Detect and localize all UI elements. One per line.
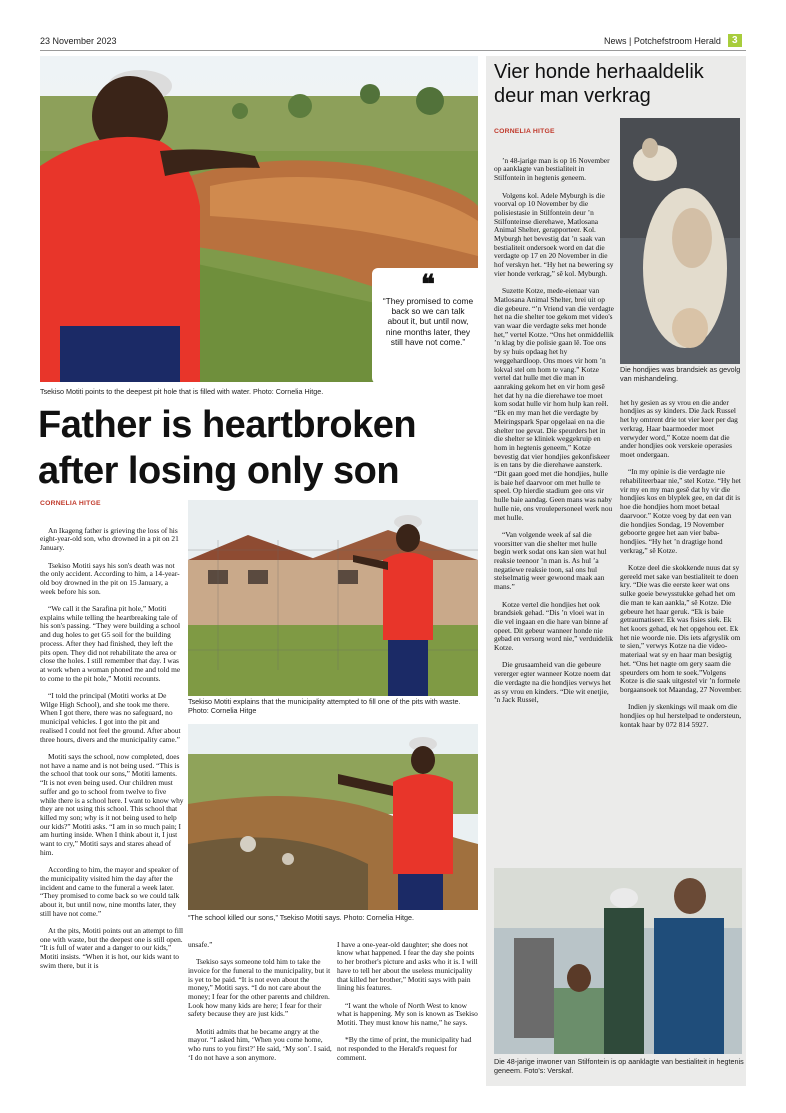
paragraph: Motiti says the school, now completed, does not have a name and is not being used. “This is the school that took our sons,” Motiti laments. “It is not even being used. Our children must suffer and go to school from twelve to five while there is a school here. I want to know why they are not using this school. This school that killed my son; why is it not being used to help our kids?” Motiti asks. “I am in so much pain; I am hurting inside. When I think about it, I just want to cry,” Motiti says and stares ahead of him.: [40, 751, 184, 857]
paragraph: Die grusaamheid van die gebeure vererger egter wanneer Kotze noem dat die verdagte na die hondjies verwys het as sy vrou en kinders. “Die wit enetjie, ’n Jack Russel,: [494, 660, 611, 705]
photo-pit-caption: Tsekiso Motiti points to the deepest pit hole that is filled with water. Photo: Cornelia Hitge.: [40, 387, 324, 396]
sidebar-headline: Vier honde herhaaldelik deur man verkrag: [494, 61, 704, 107]
sidebar-column-a: [494, 148, 614, 714]
sidebar-column-b: [620, 390, 742, 738]
main-column-2: [188, 932, 332, 1071]
paragraph: An Ikageng father is grieving the loss of his eight-year-old son, who drowned in a pit on 21 January.: [40, 525, 179, 553]
photo-arrest: [494, 868, 742, 1054]
paragraph: “In my opinie is die verdagte nie rehabiliteerbaar nie,” stel Kotze. “Hy het vir my en my man gesê dat hy vir die hondjies kos en blyplek gee, en dat dit is hoe die hondjies hom moet betaal daarvoor.” Kotze voeg by dat een van die hondjies Sondag, 19 November geboorte gegee het aan vier baba-hondjies. “Hy het ’n dragtige hond verkrag,” sê Kotze.: [620, 467, 741, 555]
section-title: News | Potchefstroom Herald: [604, 36, 721, 46]
paragraph: “Van volgende week af sal die voorsitter van die shelter met hulle begin werk sodat ons kan sien wat hul reaksie teenoor ’n man is. As hul ’a negatiewe reaksie toon, sal ons hul stelselmatig weer gewoond maak aan mans.”: [494, 529, 607, 592]
main-column-1: [40, 518, 184, 979]
photo-dog: [620, 118, 740, 364]
paragraph: Motiti admits that he became angry at the mayor. “I asked him, ‘When you come home, who runs to you first?’ He said, ‘My son’. I said, ‘I do not have a son anymore.: [188, 1026, 332, 1062]
paragraph: “I want the whole of North West to know what is happening. My son is known as Tsekiso Motiti. They must know his name,” he says.: [337, 1000, 478, 1028]
paragraph: According to him, the mayor and speaker of the municipality visited him the day after the incident and came to the funeral a week later. “They promised to come back so we could talk about it, but until now, nine months later, they still have not come.”: [40, 865, 180, 918]
paragraph: “We call it the Sarafina pit hole,” Motiti explains while telling the heartbreaking tale of his son's passing. “They were building a school and dug holes to get G5 soil for the building process. After they had finished, they left the pits open. They did not rehabilitate the area or close the holes. I still remember that day. I was at work when a woman phoned me and told me to come to the pit hole,” Motiti recounts.: [40, 604, 181, 683]
photo-killed-sons-caption: “The school killed our sons,” Tsekiso Motiti says. Photo: Cornelia Hitge.: [188, 913, 414, 922]
paragraph: Tsekiso says someone told him to take the invoice for the funeral to the municipality, but it is yet to be paid. “It is not even about the money,” Motiti says. “I do not care about the money; I fear for the other parents and children. Look how many kids are here; I fear for their safety because they are just kids.”: [188, 957, 331, 1019]
quote-mark-icon: ❝: [421, 269, 435, 299]
photo-school-fence: [188, 500, 478, 696]
paragraph: At the pits, Motiti points out an attempt to fill one with waste, but the deepest one is still open. “It is full of water and a danger to our kids,” Motiti insists. “When it is hot, our kids want to swim there, but it is: [40, 926, 184, 970]
paragraph: ’n 48-jarige man is op 16 November op aanklagte van bestialiteit in Stilfontein in hegtenis geneem.: [494, 155, 610, 183]
paragraph: “I told the principal (Motiti works at De Wilge High School), and she took me there. When I got there, there was no safeguard, no municipal vehicles. I got into the pit and realised I could not feel the ground. After about three hours, divers and the municipality came.”: [40, 691, 181, 744]
main-column-3: [337, 932, 481, 1071]
paragraph: Volgens kol. Adele Myburgh is die voorval op 10 November by die polisiestasie in Stilfontein deur ’n Stilfonteinse dierehawe, Matlosana Animal Shelter, gerapporteer. Kol. Myburgh het bevestig dat ’n saak van bestialiteit ondersoek word en dat die verdagte op 17 en 20 November in die hof verskyn het. “Hy het na bewering sy vier honde verkrag,” sê kol. Myburgh.: [494, 190, 614, 278]
sidebar-byline: CORNELIA HITGE: [494, 128, 555, 135]
photo-dog-caption: Die hondjies was brandsiek as gevolg van mishandeling.: [620, 365, 741, 383]
paragraph: *By the time of print, the municipality had not responded to the Herald's request for comment.: [337, 1035, 472, 1062]
pull-quote-box: [372, 268, 484, 384]
paragraph: Kotze vertel die hondjies het ook brandsiek gehad. “Dis ’n vloei wat in die vel ingaan en die hare van binne af opeet. Dit gebeur wanneer honde nie gebad en versorg word nie,” verduidelik Kotze.: [494, 599, 613, 653]
pull-quote-text: “They promised to come back so we can talk about it, but until now, nine months later, they still have not come.”: [382, 296, 474, 347]
photo-school-killed-sons: [188, 724, 478, 910]
main-headline: Father is heartbroken after losing only son: [38, 404, 417, 492]
paragraph: Suzette Kotze, mede-eienaar van Matlosana Animal Shelter, brei uit op die gebeure. “’n Vriend van die verdagte het na die shelter toe gekom met video's van waar die verdagte seks met honde het,” vertel Kotze. “Ons het onmiddellik ’n klag by die polisie gaan lê. Toe ons by sy huis opdaag het hy weggehardloop. Ons moes vir hom ’n lokval stel om hom te vang.” Kotze vertel dat hulle met die man in aanraking gekom het en vir hom gesê het dat hy na die dierehawe toe moet kom sodat hulle vir hom hulp kan reël. “Ek en my man het die verdagte by Meiringspark Spar opgelaai en na die shelter toe gevat. Die speurders het in die shelter se kliniek weggekruip en hom in hegtenis geneem,” Kotze bevestig dat vier hondjies gekonfiskeer is en tans by die dierehawe aansterk. “Dit gaan goed met die hondjies, hulle is baie hef daarvoor om met hulle te speel. Op hierdie stadium gee ons vir hulle baie aandag. Geen mans was naby hulle nie, ons vroulepersoneel werk nou met hulle.: [494, 286, 614, 522]
paragraph: Tsekiso Motiti says his son's death was not the only accident. According to him, a 14-year-old boy drowned in the pit on 15 January, a week before his son.: [40, 560, 180, 596]
issue-date: 23 November 2023: [40, 36, 117, 46]
photo-arrest-caption: Die 48-jarige inwoner van Stilfontein is op aanklagte van bestialiteit in hegtenis geneem. Foto's: Verskaf.: [494, 1057, 744, 1075]
page-number: 3: [728, 34, 742, 47]
header-rule: [40, 50, 746, 51]
photo-school-caption: Tsekiso Motiti explains that the municipality attempted to fill one of the pits with waste. Photo: Cornelia Hitge: [188, 697, 461, 715]
paragraph: het hy gesien as sy vrou en die ander hondjies as sy kinders. Die Jack Russel het hy omtrent drie tot vier keer per dag verkrag. Haar baarmoeder moet verwyder word,” Kotze noem dat die ander hondjies ook verskeie operasies moet ondergaan.: [620, 397, 738, 459]
paragraph: Indien jy skenkings wil maak om die hondjies op hul herstelpad te ondersteun, kontak haar by 072 814 5927.: [620, 702, 742, 729]
paragraph: unsafe.”: [188, 939, 213, 949]
paragraph: I have a one-year-old daughter; she does not know what happened. I fear the day she points to her brother's picture and asks who it is. I will have to tell her about the useless municipality that killed her brother,” Motiti says with pain lining his features.: [337, 939, 478, 993]
main-byline: CORNELIA HITGE: [40, 500, 101, 507]
paragraph: Kotze deel die skokkende nuus dat sy gereeld met sake van bestialiteit te doen kry. “Die was die eerste keer wat ons sulke goeie bewysstukke gehad het om die man te kan aankla,” sê Kotze. Die gebeure het haar geruk. “Ek is baie getraumatiseer. Ek was fisies siek. Ek het koors gehad, ek het opgehou eet. Ek het nie woorde nie. Dis iets afgryslik om te sien,” verwys Kotze na die video-materiaal wat sy en haar man besigtig het. “Ons het nagte om gery saam die speurders om hom te soek.”Volgens Kotze is die saak uitgestel vir ’n formele borgaansoek tot Maandag, 27 November.: [620, 563, 742, 694]
